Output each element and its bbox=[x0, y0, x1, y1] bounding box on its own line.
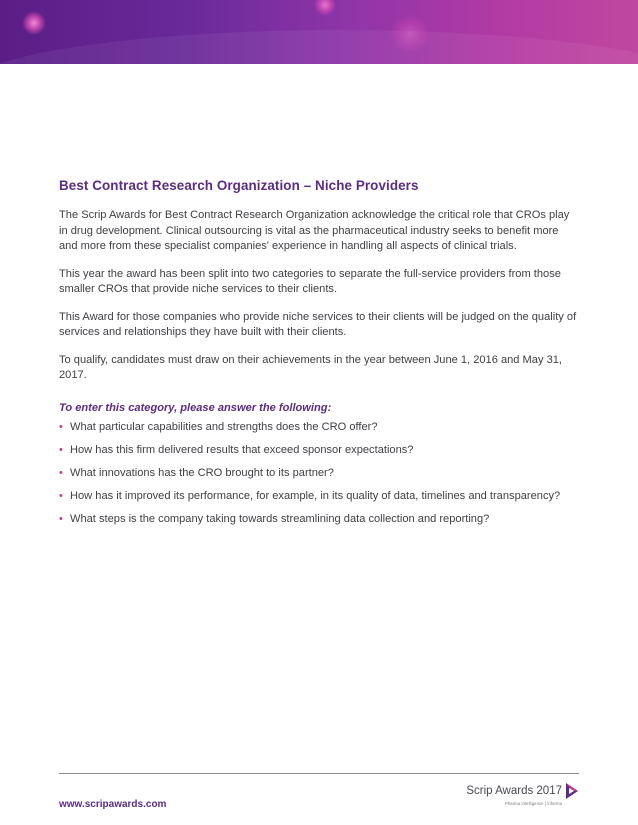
banner-glow-dot bbox=[314, 0, 336, 16]
footer-divider bbox=[59, 773, 579, 774]
question-text: How has it improved its performance, for example, in its quality of data, timelines and transparency? bbox=[70, 489, 561, 502]
play-triangle-logo-icon bbox=[565, 782, 579, 800]
brand-name: Scrip Awards 2017 bbox=[466, 785, 562, 797]
bullet-icon: • bbox=[59, 466, 63, 479]
banner-glow-dot bbox=[22, 11, 46, 35]
header-banner bbox=[0, 0, 638, 64]
paragraph-qualify: To qualify, candidates must draw on their achievements in the year between June 1, 2016 and May 31, 2017. bbox=[59, 353, 563, 381]
footer-brand bbox=[466, 782, 579, 806]
list-item bbox=[59, 466, 579, 481]
paragraph-categories: This year the award has been split into two categories to separate the full-service providers from those smaller CROs that provide niche services to their clients. bbox=[59, 267, 561, 295]
brand-subtitle: Pharma intelligence | informa bbox=[504, 801, 562, 806]
list-item bbox=[59, 420, 579, 435]
paragraph-intro: The Scrip Awards for Best Contract Research Organization acknowledge the critical role that CROs play in drug development. Clinical outsourcing is vital as the pharmaceutical industry seeks to benefit more and more from these specialist companies' experience in handling all aspects of clinical trials. bbox=[59, 209, 570, 252]
list-item bbox=[59, 489, 579, 504]
question-text: What particular capabilities and strengths does the CRO offer? bbox=[70, 420, 378, 433]
bullet-icon: • bbox=[59, 443, 63, 456]
list-item bbox=[59, 512, 579, 527]
banner-glow-dot bbox=[390, 14, 430, 54]
questions-prompt: To enter this category, please answer the following: bbox=[59, 401, 332, 414]
questions-list bbox=[59, 420, 579, 527]
bullet-icon: • bbox=[59, 512, 63, 525]
paragraph-judging: This Award for those companies who provide niche services to their clients will be judged on the quality of services and relationships they have built with their clients. bbox=[59, 310, 577, 338]
footer-website-link[interactable]: www.scripawards.com bbox=[59, 799, 167, 810]
bullet-icon: • bbox=[59, 489, 63, 502]
question-text: What steps is the company taking towards streamlining data collection and reporting? bbox=[70, 512, 490, 525]
banner-swoosh bbox=[0, 30, 638, 64]
question-text: How has this firm delivered results that exceed sponsor expectations? bbox=[70, 443, 414, 456]
list-item bbox=[59, 443, 579, 458]
question-text: What innovations has the CRO brought to its partner? bbox=[70, 466, 334, 479]
bullet-icon: • bbox=[59, 420, 63, 433]
document-body bbox=[59, 178, 579, 535]
page-title: Best Contract Research Organization – Niche Providers bbox=[59, 178, 419, 193]
